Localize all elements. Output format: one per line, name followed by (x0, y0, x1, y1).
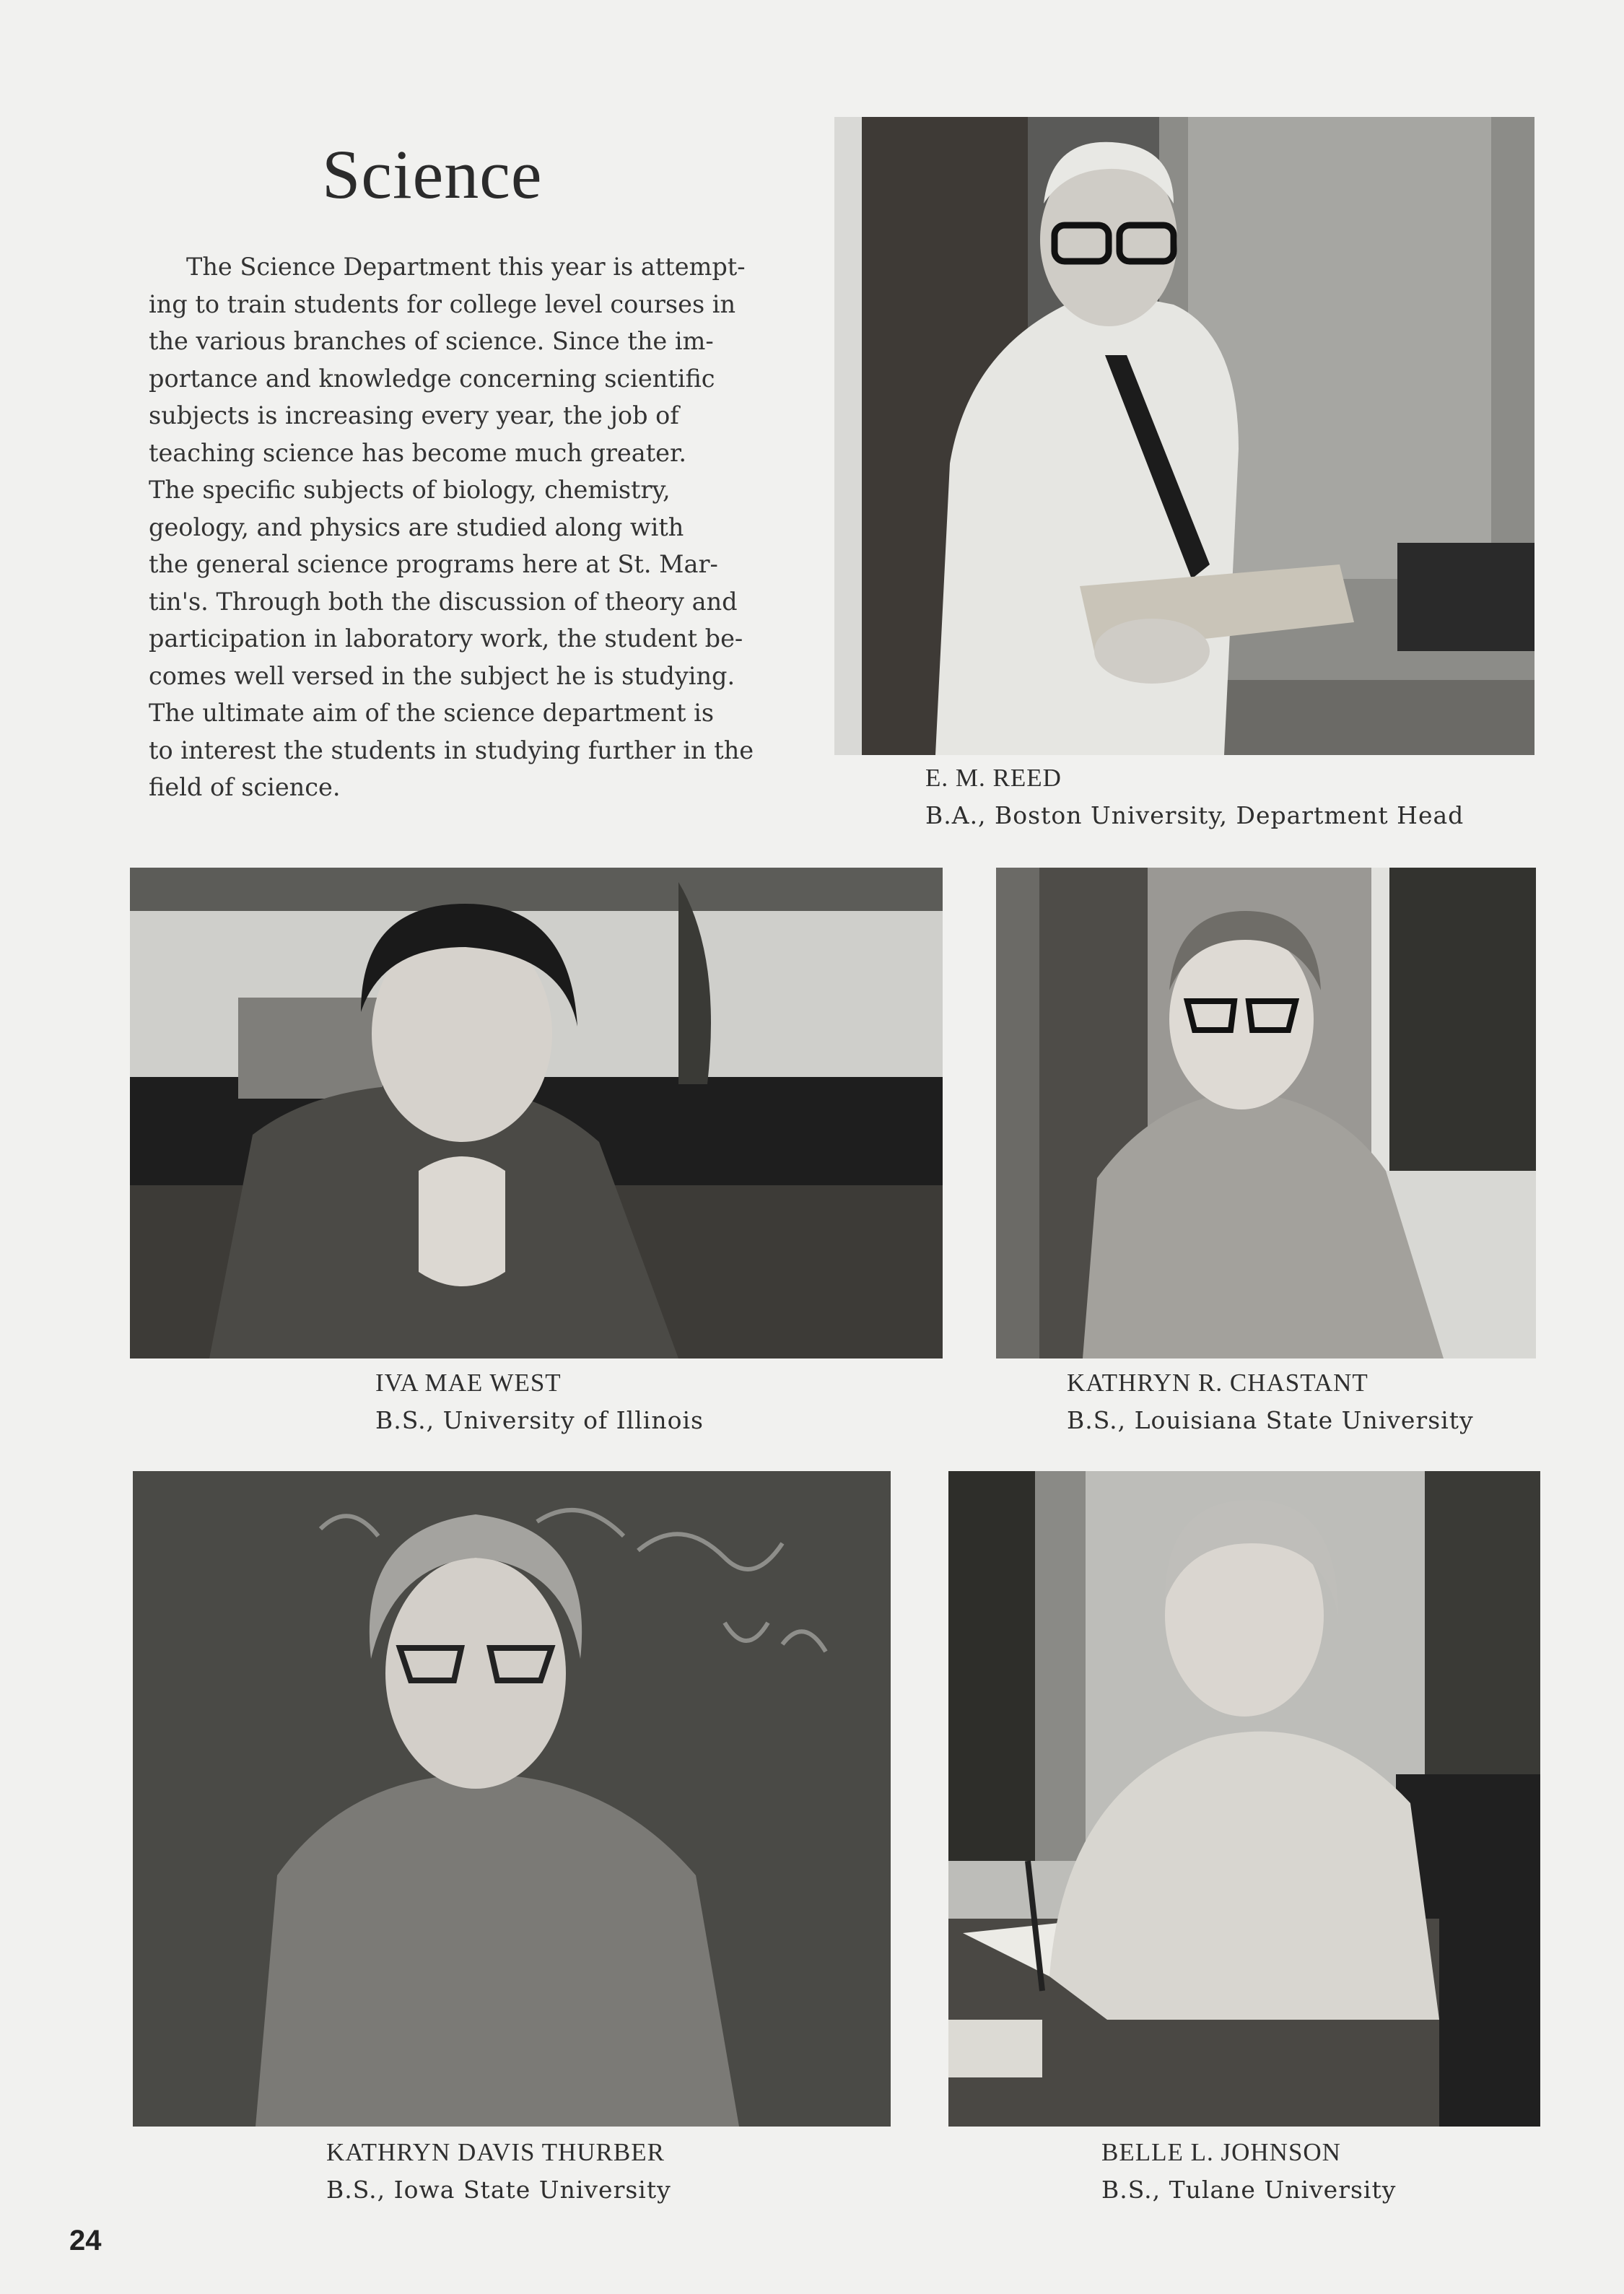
intro-line: teaching science has become much greater. (149, 438, 686, 467)
faculty-name: E. M. REED (925, 764, 1062, 792)
faculty-degree: B.S., Iowa State University (326, 2176, 671, 2204)
intro-line: geology, and physics are studied along with (149, 513, 684, 541)
page-title: Science (322, 136, 543, 213)
portrait-woman-glasses-chalkboard-icon (996, 868, 1536, 1358)
faculty-name: KATHRYN DAVIS THURBER (326, 2138, 665, 2166)
intro-line: to interest the students in studying further in the (149, 736, 754, 764)
intro-line: the various branches of science. Since the im- (149, 327, 714, 355)
portrait-woman-glasses-chalkboard-writing-icon (133, 1471, 891, 2127)
intro-paragraph (149, 248, 754, 806)
faculty-degree: B.S., University of Illinois (375, 1406, 704, 1434)
photo-reed (834, 117, 1534, 755)
photo-thurber (133, 1471, 891, 2127)
intro-line: ing to train students for college level courses in (149, 289, 736, 318)
page-number: 24 (69, 2225, 102, 2256)
intro-line: The specific subjects of biology, chemistry, (149, 476, 671, 504)
intro-line: portance and knowledge concerning scientific (149, 364, 715, 393)
intro-line: subjects is increasing every year, the job of (149, 401, 679, 429)
intro-line: participation in laboratory work, the student be- (149, 624, 743, 653)
caption-west (375, 1364, 704, 1439)
faculty-name: KATHRYN R. CHASTANT (1067, 1369, 1368, 1397)
portrait-man-glasses-tie-icon (834, 117, 1534, 755)
intro-line: The Science Department this year is attempt- (186, 253, 746, 281)
caption-thurber (326, 2134, 671, 2209)
faculty-name: BELLE L. JOHNSON (1101, 2138, 1341, 2166)
photo-johnson (948, 1471, 1540, 2127)
photo-chastant (996, 868, 1536, 1358)
faculty-name: IVA MAE WEST (375, 1369, 562, 1397)
intro-line: The ultimate aim of the science department is (149, 699, 715, 727)
photo-west (130, 868, 943, 1358)
caption-johnson (1101, 2134, 1396, 2209)
caption-reed (925, 759, 1464, 834)
intro-line: tin's. Through both the discussion of theory and (149, 587, 738, 616)
faculty-degree: B.A., Boston University, Department Head (925, 801, 1464, 829)
faculty-degree: B.S., Louisiana State University (1067, 1406, 1474, 1434)
intro-line: the general science programs here at St. Mar- (149, 550, 718, 578)
intro-line: comes well versed in the subject he is studying. (149, 661, 735, 690)
faculty-degree: B.S., Tulane University (1101, 2176, 1397, 2204)
portrait-woman-clasped-hands-icon (130, 868, 943, 1358)
caption-chastant (1067, 1364, 1474, 1439)
intro-line: field of science. (149, 773, 341, 801)
portrait-woman-writing-desk-icon (948, 1471, 1540, 2127)
